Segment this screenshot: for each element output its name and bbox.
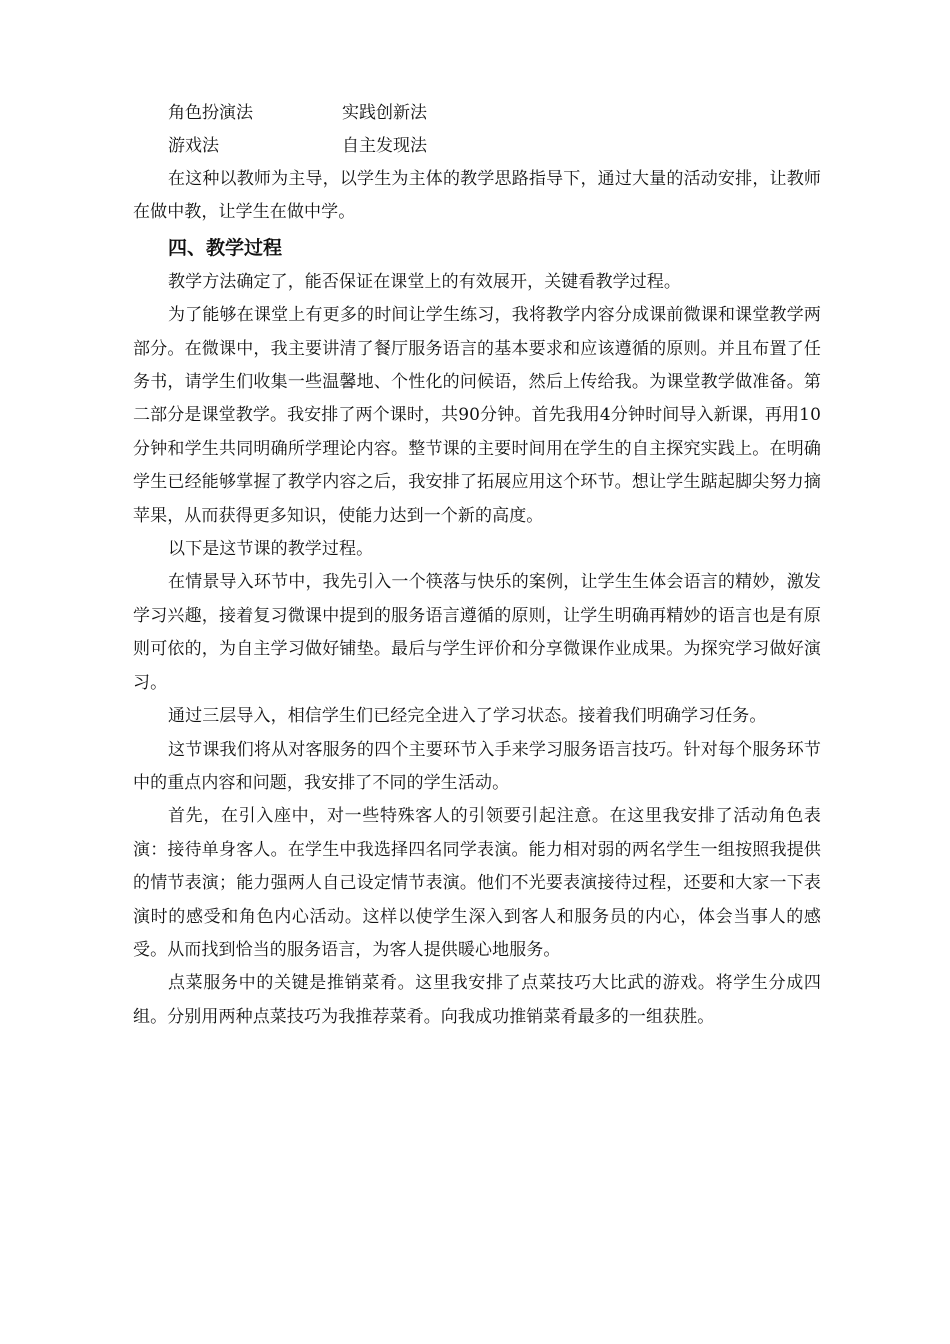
method-item: 游戏法 [168, 136, 219, 156]
method-item: 实践创新法 [342, 103, 427, 123]
paragraph: 以下是这节课的教学过程。 [168, 539, 374, 560]
method-item: 自主发现法 [342, 136, 427, 156]
teaching-methods-list [168, 97, 568, 163]
paragraph: 首先，在引入座中，对一些特殊客人的引领要引起注意。在这里我安排了活动角色表演：接待单身客人。在学生中我选择四名同学表演。能力相对弱的两名学生一组按照我提供的情节表演；能力强两人自己设定情节表演。他们不光要表演接待过程，还要和大家一下表演时的感受和角色内心活动。这样以使学生深入到客人和服务员的内心，体会当事人的感受。从而找到恰当的服务语言，为客人提供暖心地服务。 [133, 806, 821, 960]
paragraph: 这节课我们将从对客服务的四个主要环节入手来学习服务语言技巧。针对每个服务环节中的重点内容和问题，我安排了不同的学生活动。 [133, 739, 821, 793]
paragraph: 在这种以教师为主导，以学生为主体的教学思路指导下，通过大量的活动安排，让教师在做中教，让学生在做中学。 [133, 169, 821, 223]
paragraph: 教学方法确定了，能否保证在课堂上的有效展开，关键看教学过程。 [168, 271, 681, 292]
document-body [133, 163, 821, 1034]
method-row [168, 130, 568, 163]
paragraph: 点菜服务中的关键是推销菜肴。这里我安排了点菜技巧大比武的游戏。将学生分成四组。分别用两种点菜技巧为我推荐菜肴。向我成功推销菜肴最多的一组获胜。 [133, 973, 821, 1027]
paragraph: 在情景导入环节中，我先引入一个筷落与快乐的案例，让学生生体会语言的精妙，激发学习兴趣，接着复习微课中提到的服务语言遵循的原则，让学生明确再精妙的语言也是有原则可依的，为自主学习做好铺垫。最后与学生评价和分享微课作业成果。为探究学习做好演习。 [133, 572, 821, 693]
paragraph: 为了能够在课堂上有更多的时间让学生练习，我将教学内容分成课前微课和课堂教学两部分。在微课中，我主要讲清了餐厅服务语言的基本要求和应该遵循的原则。并且布置了任务书，请学生们收集一些温馨地、个性化的问候语，然后上传给我。为课堂教学做准备。第二部分是课堂教学。我安排了两个课时，共90分钟。首先我用4分钟时间导入新课，再用10分钟和学生共同明确所学理论内容。整节课的主要时间用在学生的自主探究实践上。在明确学生已经能够掌握了教学内容之后，我安排了拓展应用这个环节。想让学生踮起脚尖努力摘苹果，从而获得更多知识，使能力达到一个新的高度。 [133, 305, 821, 526]
method-item: 角色扮演法 [168, 103, 253, 123]
section-heading: 四、教学过程 [168, 236, 283, 259]
paragraph: 通过三层导入，相信学生们已经完全进入了学习状态。接着我们明确学习任务。 [168, 706, 767, 727]
method-row [168, 97, 568, 130]
